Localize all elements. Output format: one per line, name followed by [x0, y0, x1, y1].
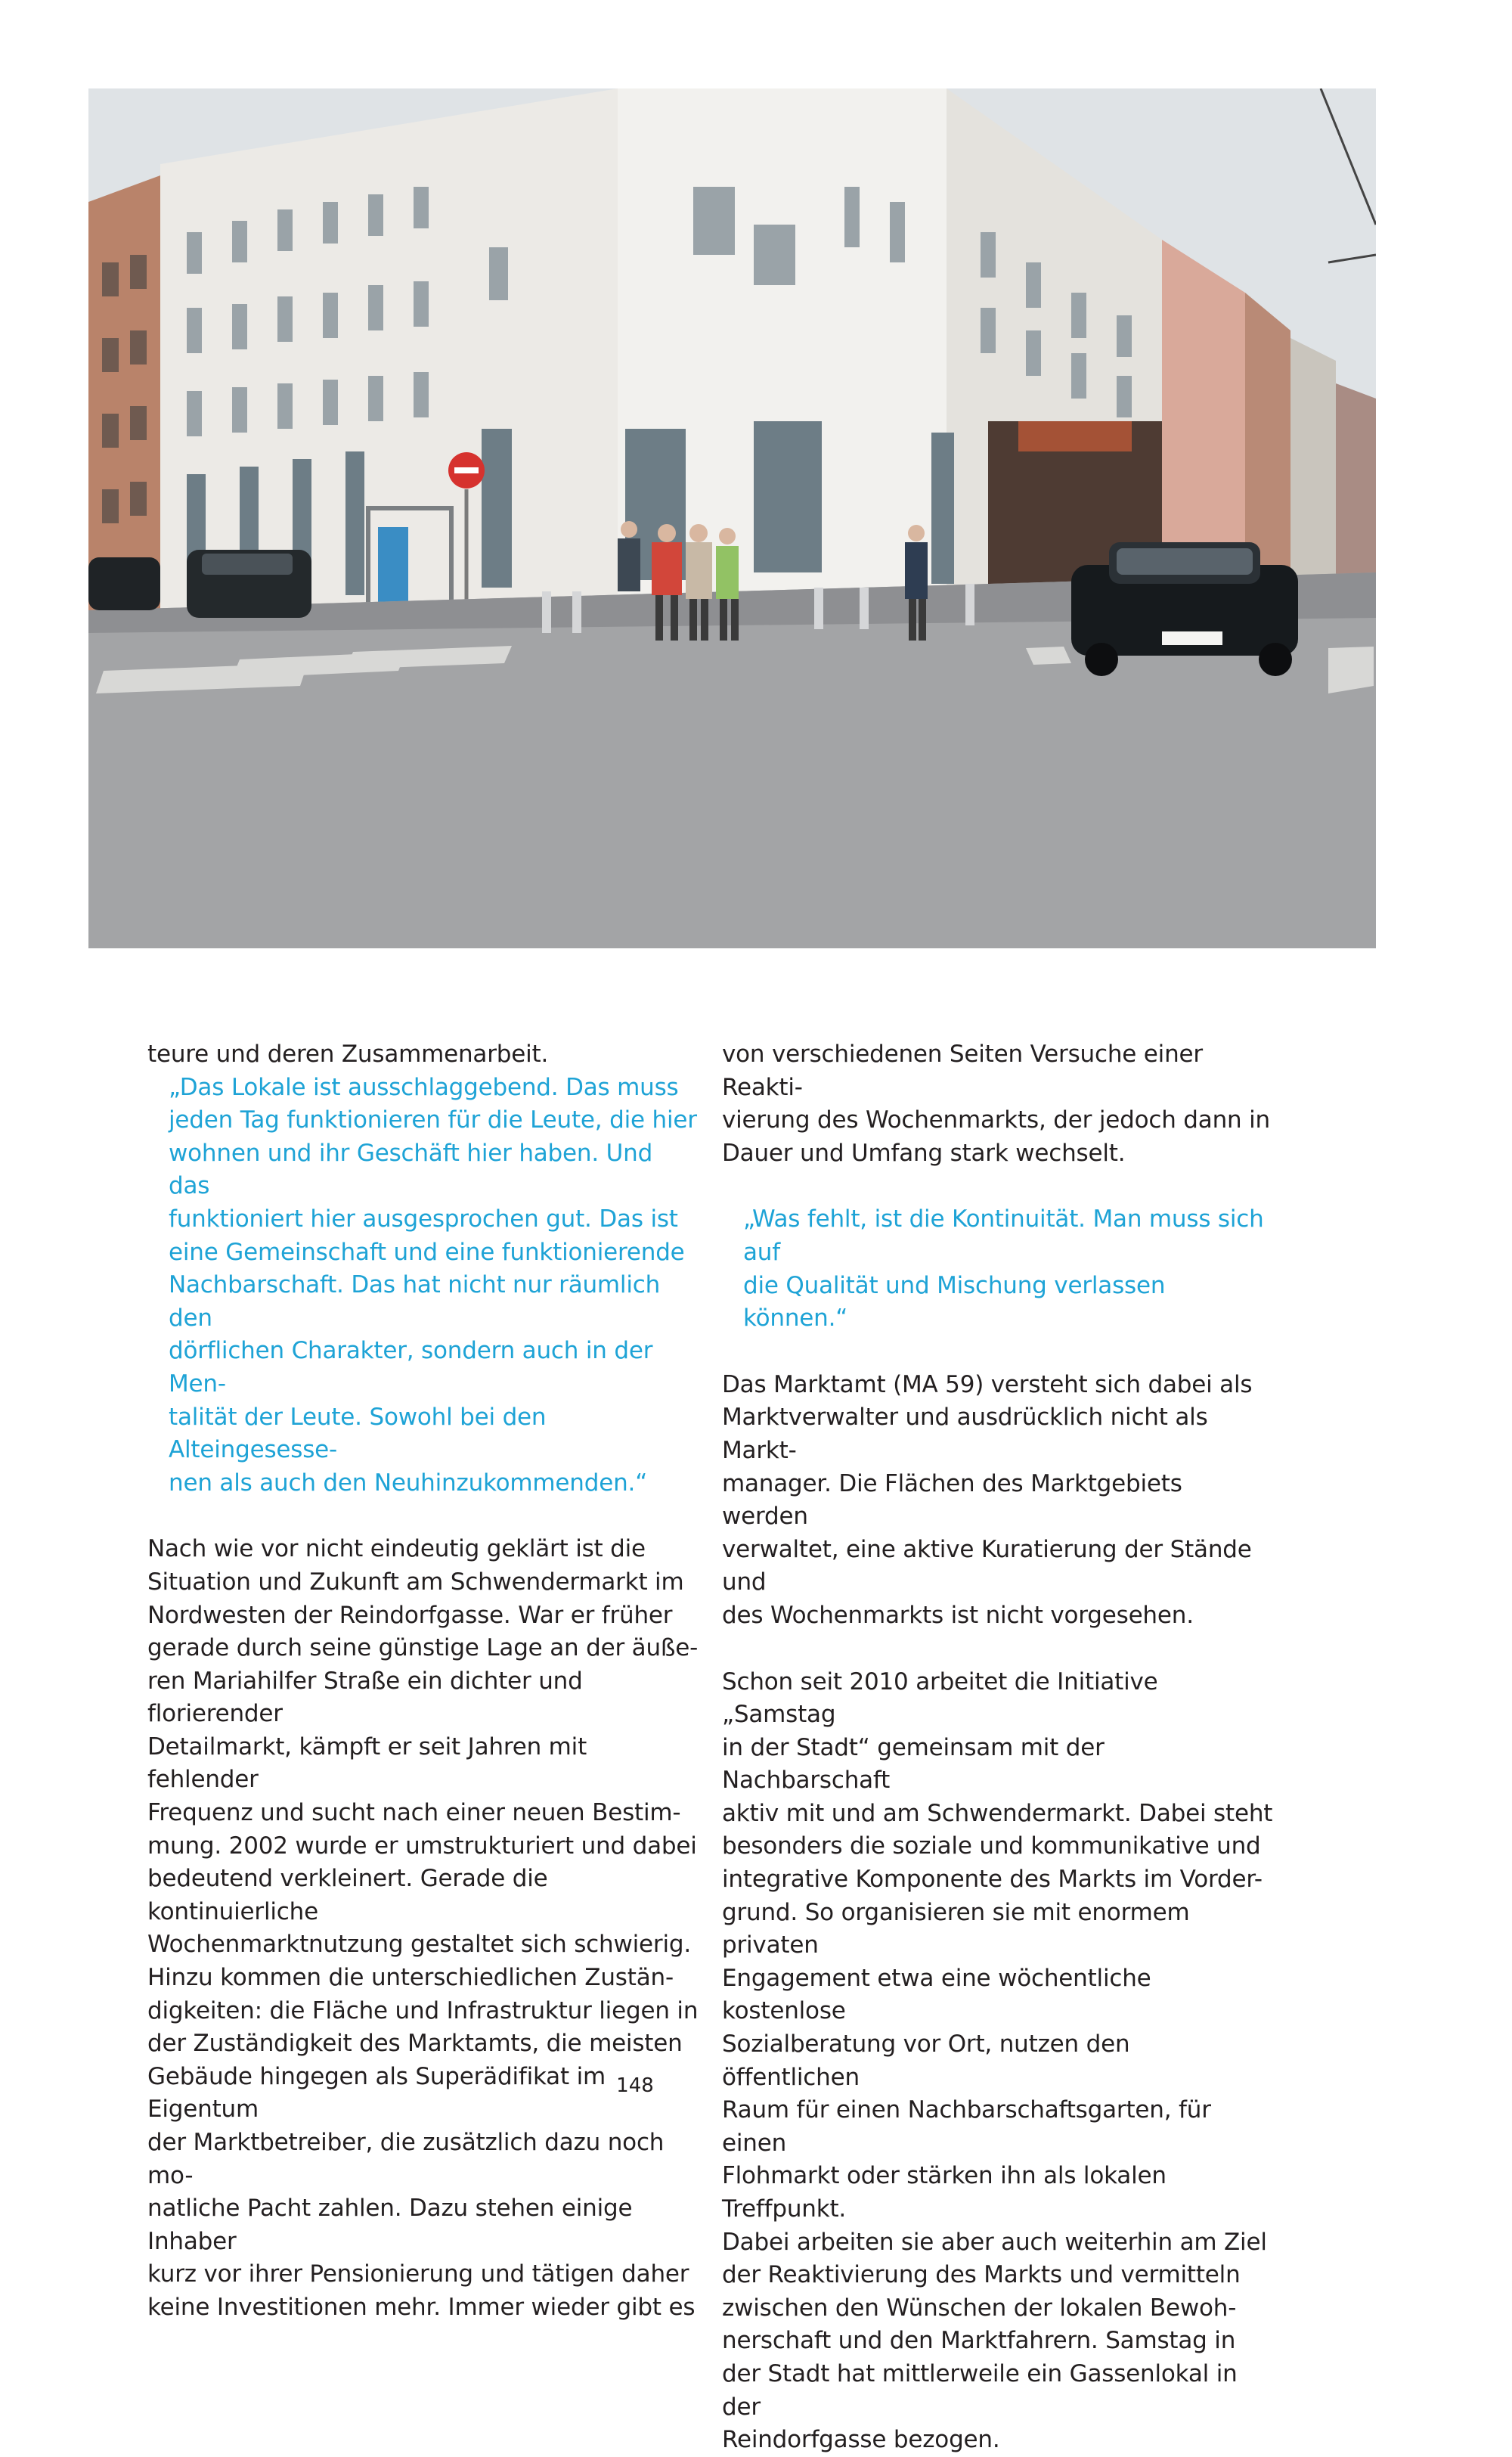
quote-line: die Qualität und Mischung verlassen können.“: [743, 1271, 1166, 1332]
text-line: Reindorfgasse bezogen.: [722, 2426, 1000, 2454]
quote-line: talität der Leute. Sowohl bei den Alteingesesse-: [169, 1403, 547, 1464]
left-column: [147, 1038, 699, 2325]
text-line: gerade durch seine günstige Lage an der äuße-: [147, 1634, 699, 1662]
text-line: besonders die soziale und kommunikative und: [722, 1832, 1261, 1860]
text-line: keine Investitionen mehr. Immer wieder gibt es: [147, 2293, 696, 2321]
photo-illustration: [88, 88, 1376, 948]
text-line: Raum für einen Nachbarschaftsgarten, für einen: [722, 2096, 1211, 2157]
text-line: manager. Die Flächen des Marktgebiets werden: [722, 1469, 1182, 1531]
text-line: Sozialberatung vor Ort, nutzen den öffentlichen: [722, 2030, 1130, 2091]
text-line: des Wochenmarkts ist nicht vorgesehen.: [722, 1601, 1194, 1629]
text-line: Engagement etwa eine wöchentliche kostenlose: [722, 1964, 1151, 2025]
text-line: Flohmarkt oder stärken ihn als lokalen Treffpunkt.: [722, 2162, 1167, 2223]
paragraph-reactivation: [722, 1038, 1274, 1170]
quote-line: eine Gemeinschaft und eine funktionierende: [169, 1238, 685, 1266]
text-line: vierung des Wochenmarkts, der jedoch dann in: [722, 1106, 1270, 1134]
text-line: bedeutend verkleinert. Gerade die kontinuierliche: [147, 1865, 548, 1925]
text-line: nerschaft und den Marktfahrern. Samstag in: [722, 2327, 1236, 2355]
text-line: Wochenmarktnutzung gestaltet sich schwierig.: [147, 1931, 691, 1959]
intro-line: teure und deren Zusammenarbeit.: [147, 1041, 549, 1068]
text-line: aktiv mit und am Schwendermarkt. Dabei steht: [722, 1799, 1273, 1827]
text-line: Gebäude hingegen als Superädifikat im Eigentum: [147, 2062, 606, 2124]
right-column: [722, 1038, 1274, 2457]
text-line: mung. 2002 wurde er umstrukturiert und dabei: [147, 1832, 697, 1860]
body-paragraph: [147, 1533, 699, 2324]
text-line: kurz vor ihrer Pensionierung und tätigen daher: [147, 2260, 689, 2288]
text-line: Hinzu kommen die unterschiedlichen Zustän-: [147, 1964, 674, 1992]
page-number: 148: [616, 2074, 654, 2097]
text-line: verwaltet, eine aktive Kuratierung der Stände und: [722, 1535, 1252, 1596]
text-line: Nordwesten der Reindorfgasse. War er früher: [147, 1601, 673, 1629]
text-line: der Zuständigkeit des Marktamts, die meisten: [147, 2030, 683, 2058]
text-line: Frequenz und sucht nach einer neuen Bestim-: [147, 1799, 681, 1827]
text-line: in der Stadt“ gemeinsam mit der Nachbarschaft: [722, 1733, 1105, 1795]
continuity-quote: [722, 1203, 1274, 1335]
text-line: Situation und Zukunft am Schwendermarkt im: [147, 1568, 684, 1596]
text-line: der Stadt hat mittlerweile ein Gassenlokal in der: [722, 2359, 1238, 2421]
quote-line: funktioniert hier ausgesprochen gut. Das ist: [169, 1205, 678, 1233]
quote-line: jeden Tag funktionieren für die Leute, die hier: [169, 1106, 697, 1134]
text-line: von verschiedenen Seiten Versuche einer Reakti-: [722, 1041, 1203, 1101]
quote-line: nen als auch den Neuhinzukommenden.“: [169, 1469, 648, 1497]
quote-line: „Was fehlt, ist die Kontinuität. Man muss sich auf: [743, 1205, 1264, 1266]
text-line: integrative Komponente des Markts im Vorder-: [722, 1866, 1263, 1894]
text-line: ren Mariahilfer Straße ein dichter und florierender: [147, 1667, 583, 1728]
text-line: digkeiten: die Fläche und Infrastruktur liegen in: [147, 1996, 699, 2024]
quote-line: Nachbarschaft. Das hat nicht nur räumlich den: [169, 1271, 661, 1332]
text-line: Dabei arbeiten sie aber auch weiterhin am Ziel: [722, 2228, 1267, 2256]
text-line: zwischen den Wünschen der lokalen Bewoh-: [722, 2294, 1237, 2322]
text-line: der Marktbetreiber, die zusätzlich dazu noch mo-: [147, 2129, 665, 2189]
street-corner-photo: [88, 88, 1376, 948]
quote-line: wohnen und ihr Geschäft hier haben. Und das: [169, 1139, 653, 1200]
quote-line: dörflichen Charakter, sondern auch in der Men-: [169, 1337, 653, 1398]
quote-line: „Das Lokale ist ausschlaggebend. Das muss: [169, 1073, 679, 1101]
text-line: Dauer und Umfang stark wechselt.: [722, 1139, 1126, 1167]
text-line: der Reaktivierung des Markts und vermitteln: [722, 2261, 1241, 2289]
text-line: grund. So organisieren sie mit enormem privaten: [722, 1898, 1190, 1959]
text-line: Schon seit 2010 arbeitet die Initiative „Samstag: [722, 1667, 1158, 1729]
text-line: Detailmarkt, kämpft er seit Jahren mit fehlender: [147, 1733, 587, 1794]
paragraph-marktamt: [722, 1369, 1274, 1633]
text-line: Das Marktamt (MA 59) versteht sich dabei als: [722, 1370, 1253, 1398]
paragraph-initiative: [722, 1666, 1274, 2457]
text-line: Marktverwalter und ausdrücklich nicht als Markt-: [722, 1404, 1208, 1464]
text-line: natliche Pacht zahlen. Dazu stehen einige Inhaber: [147, 2195, 633, 2255]
resident-quote: [147, 1072, 699, 1500]
text-line: Nach wie vor nicht eindeutig geklärt ist die: [147, 1535, 646, 1563]
